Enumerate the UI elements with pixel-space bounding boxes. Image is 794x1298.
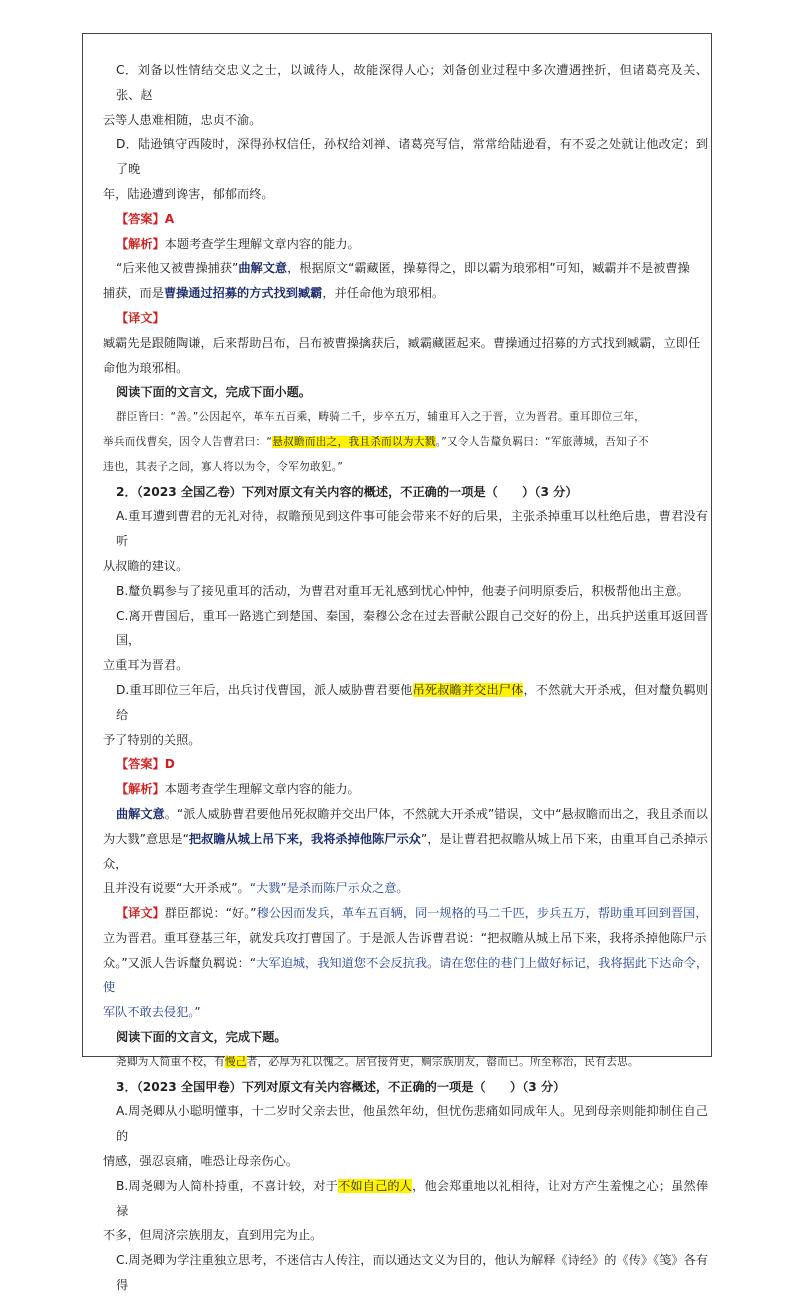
option-text: D.重耳即位三年后，出兵讨伐曹国，派人威胁曹君要他 [116, 682, 413, 697]
option-d-line1: D．陆逊镇守西陵时，深得孙权信任，孙权给刘禅、诸葛亮写信，常常给陆逊看，有不妥之处就让他改定；到了晚 [116, 137, 708, 177]
explanation-rest: ，根据原文“霸藏匿，操募得之，即以霸为琅邪相”可知，臧霸并不是被曹操 [287, 261, 690, 276]
q2-option-c-line1: C.离开曹国后，重耳一路逃亡到楚国、秦国，秦穆公念在过去晋献公跟自己交好的份上，出兵护送重耳返回晋国， [116, 608, 708, 648]
explanation-prefix: 捕获，而是 [103, 286, 164, 301]
translation-text: 众。”又派人告诉釐负羁说：“ [103, 955, 257, 970]
explanation-note: “大戮”是杀而陈尸示众之意。 [249, 881, 409, 896]
question-2: 2．（2023 全国乙卷）下列对原文有关内容的概述，不正确的一项是（ ）（3 分） [116, 484, 578, 499]
passage-text: 尧卿为人简重不校，有 [116, 1055, 225, 1068]
read-prompt: 阅读下面的文言文，完成下题。 [116, 1030, 287, 1045]
analysis-text: 本题考查学生理解文章内容的能力。 [164, 236, 360, 251]
option-c-line2: 云等人患难相随，忠贞不渝。 [103, 112, 262, 127]
answer-value: D [164, 757, 175, 772]
passage-highlight: 悬叔瞻而出之，我且杀而以为大戮 [272, 435, 436, 448]
translation-label: 【译文】 [116, 906, 165, 921]
q2-translation-line1 [116, 901, 708, 926]
option-d-line2: 年，陆逊遭到谗害，郁郁而终。 [103, 186, 274, 201]
answer-row [116, 752, 708, 777]
option-text: B.周尧卿为人简朴持重，不喜计较，对于 [116, 1178, 339, 1193]
option-text: ，他会郑重地以礼相待，让对方产生羞愧之心；虽然俸禄 [116, 1178, 709, 1218]
q2-translation-line3 [103, 951, 708, 1001]
passage-text: 举兵而伐曹矣，因令人告曹君曰：“ [103, 435, 273, 448]
answer-value: A [164, 211, 175, 226]
explanation-text: 为大戮”意思是“ [103, 831, 189, 846]
read-prompt: 阅读下面的文言文，完成下面小题。 [116, 385, 311, 400]
explanation-key: 曲解文意 [116, 806, 165, 821]
passage-text: 。”又令人告釐负羁曰：“军旅薄城，吾知子不 [435, 435, 649, 448]
answer-row [116, 207, 708, 232]
option-text: ，不然就大开杀戒，但对釐负羁则给 [116, 682, 709, 722]
q2-translation-line4: 军队不敢去侵犯。” [103, 1005, 201, 1020]
explanation-text: ”，是让曹君把叔瞻从城上吊下来，由重耳自己杀掉示众， [103, 831, 708, 871]
option-highlight: 吊死叔瞻并交出尸体 [412, 682, 524, 697]
option-c-line1: C．刘备以性情结交忠义之士，以诚待人，故能深得人心；刘备创业过程中多次遭遇挫折，但诸葛亮及关、张、赵 [116, 63, 708, 102]
analysis-row [116, 232, 708, 257]
answer-label: 【答案】 [116, 757, 165, 772]
q2-option-c-line2: 立重耳为晋君。 [103, 658, 189, 673]
translation-text-blue: 大军迫城，我知道您不会反抗我。请在您住的巷门上做好标记，我将据此下达命令，使 [103, 955, 709, 995]
analysis-label: 【解析】 [116, 236, 165, 251]
translation-line1: 臧霸先是跟随陶谦，后来帮助吕布，吕布被曹操擒获后，臧霸藏匿起来。曹操通过招募的方式找到臧霸，立即任 [103, 335, 701, 350]
explanation-key: 曲解文意 [238, 261, 288, 276]
q2-explanation-line1 [116, 802, 708, 827]
q3-option-a-line2: 情感，强忍哀痛，唯恐让母亲伤心。 [103, 1154, 298, 1169]
translation-text-blue: 穆公因而发兵，革车五百辆，同一规格的马二千匹，步兵五万，帮助重耳回到晋国， [256, 906, 708, 921]
q2-option-a-line2: 从叔瞻的建议。 [103, 558, 189, 573]
answer-label: 【答案】 [116, 211, 165, 226]
q3-option-a-line1: A.周尧卿从小聪明懂事，十二岁时父亲去世，他虽然年幼，但忧伤悲痛如同成年人。见到母亲则能抑制住自己的 [116, 1104, 708, 1144]
q3-option-b-line1 [116, 1174, 708, 1224]
q3-option-c-line1: C.周尧卿为学注重独立思考，不迷信古人传注，而以通达文义为目的，他认为解释《诗经》的《传》《笺》各有得 [116, 1253, 708, 1293]
passage-line [116, 1050, 708, 1075]
analysis-text: 本题考查学生理解文章内容的能力。 [164, 782, 360, 797]
explanation-key: 曹操通过招募的方式找到臧霸 [163, 286, 323, 301]
explanation-line1 [116, 256, 708, 281]
translation-line2: 命他为琅邪相。 [103, 360, 189, 375]
document-body [103, 58, 709, 1298]
q2-explanation-line3 [103, 876, 708, 901]
analysis-row [116, 777, 708, 802]
translation-label: 【译文】 [116, 310, 165, 325]
q2-explanation-line2 [103, 827, 708, 877]
translation-label-row [116, 306, 708, 331]
q2-option-d-line1 [116, 678, 708, 728]
explanation-line2 [103, 281, 708, 306]
q2-option-b: B.釐负羁参与了接见重耳的活动，为曹君对重耳无礼感到忧心忡忡，他妻子问明原委后，积极帮他出主意。 [116, 583, 689, 598]
passage-line3: 违也，其表子之闾，寡人将以为令，令军勿敢犯。” [103, 460, 344, 473]
q3-option-b-line2: 不多，但周济宗族朋友，直到用完为止。 [103, 1228, 323, 1243]
q2-translation-line2: 立为晋君。重耳登基三年，就发兵攻打曹国了。于是派人告诉曹君说：“把叔瞻从城上吊下来，我将杀掉他陈尸示 [103, 930, 707, 945]
explanation-key: 把叔瞻从城上吊下来，我将杀掉他陈尸示众 [188, 831, 421, 846]
explanation-text: 。“派人威胁曹君要他吊死叔瞻并交出尸体，不然就大开杀戒”错误，文中“悬叔瞻而出之，我且杀而以 [164, 806, 708, 821]
passage-text: 者，必厚为礼以愧之。居官接胥吏，赒宗族朋友，罄而已。所至称治，民有去思。 [246, 1055, 639, 1068]
q2-option-d-line2: 予了特别的关照。 [103, 732, 201, 747]
explanation-quote: “后来他又被曹操捕获” [116, 261, 239, 276]
passage-line2 [103, 430, 708, 455]
analysis-label: 【解析】 [116, 782, 165, 797]
option-highlight: 不如自己的人 [338, 1178, 413, 1193]
passage-highlight: 慢己 [224, 1055, 247, 1068]
explanation-text: 且并没有说要“大开杀戒”。 [103, 881, 250, 896]
translation-text: 群臣都说：“好。” [164, 906, 257, 921]
question-3: 3．（2023 全国甲卷）下列对原文有关内容概述，不正确的一项是（ ）（3 分） [116, 1079, 566, 1094]
explanation-rest: ，并任命他为琅邪相。 [322, 286, 445, 301]
passage-line1: 群臣皆曰：“善。”公因起卒，革车五百乘，畴骑二千，步卒五万，辅重耳入之于晋，立为晋君。重耳即位三年， [116, 411, 646, 424]
q2-option-a-line1: A.重耳遭到曹君的无礼对待，叔瞻预见到这件事可能会带来不好的后果，主张杀掉重耳以杜绝后患，曹君没有听 [116, 509, 708, 549]
